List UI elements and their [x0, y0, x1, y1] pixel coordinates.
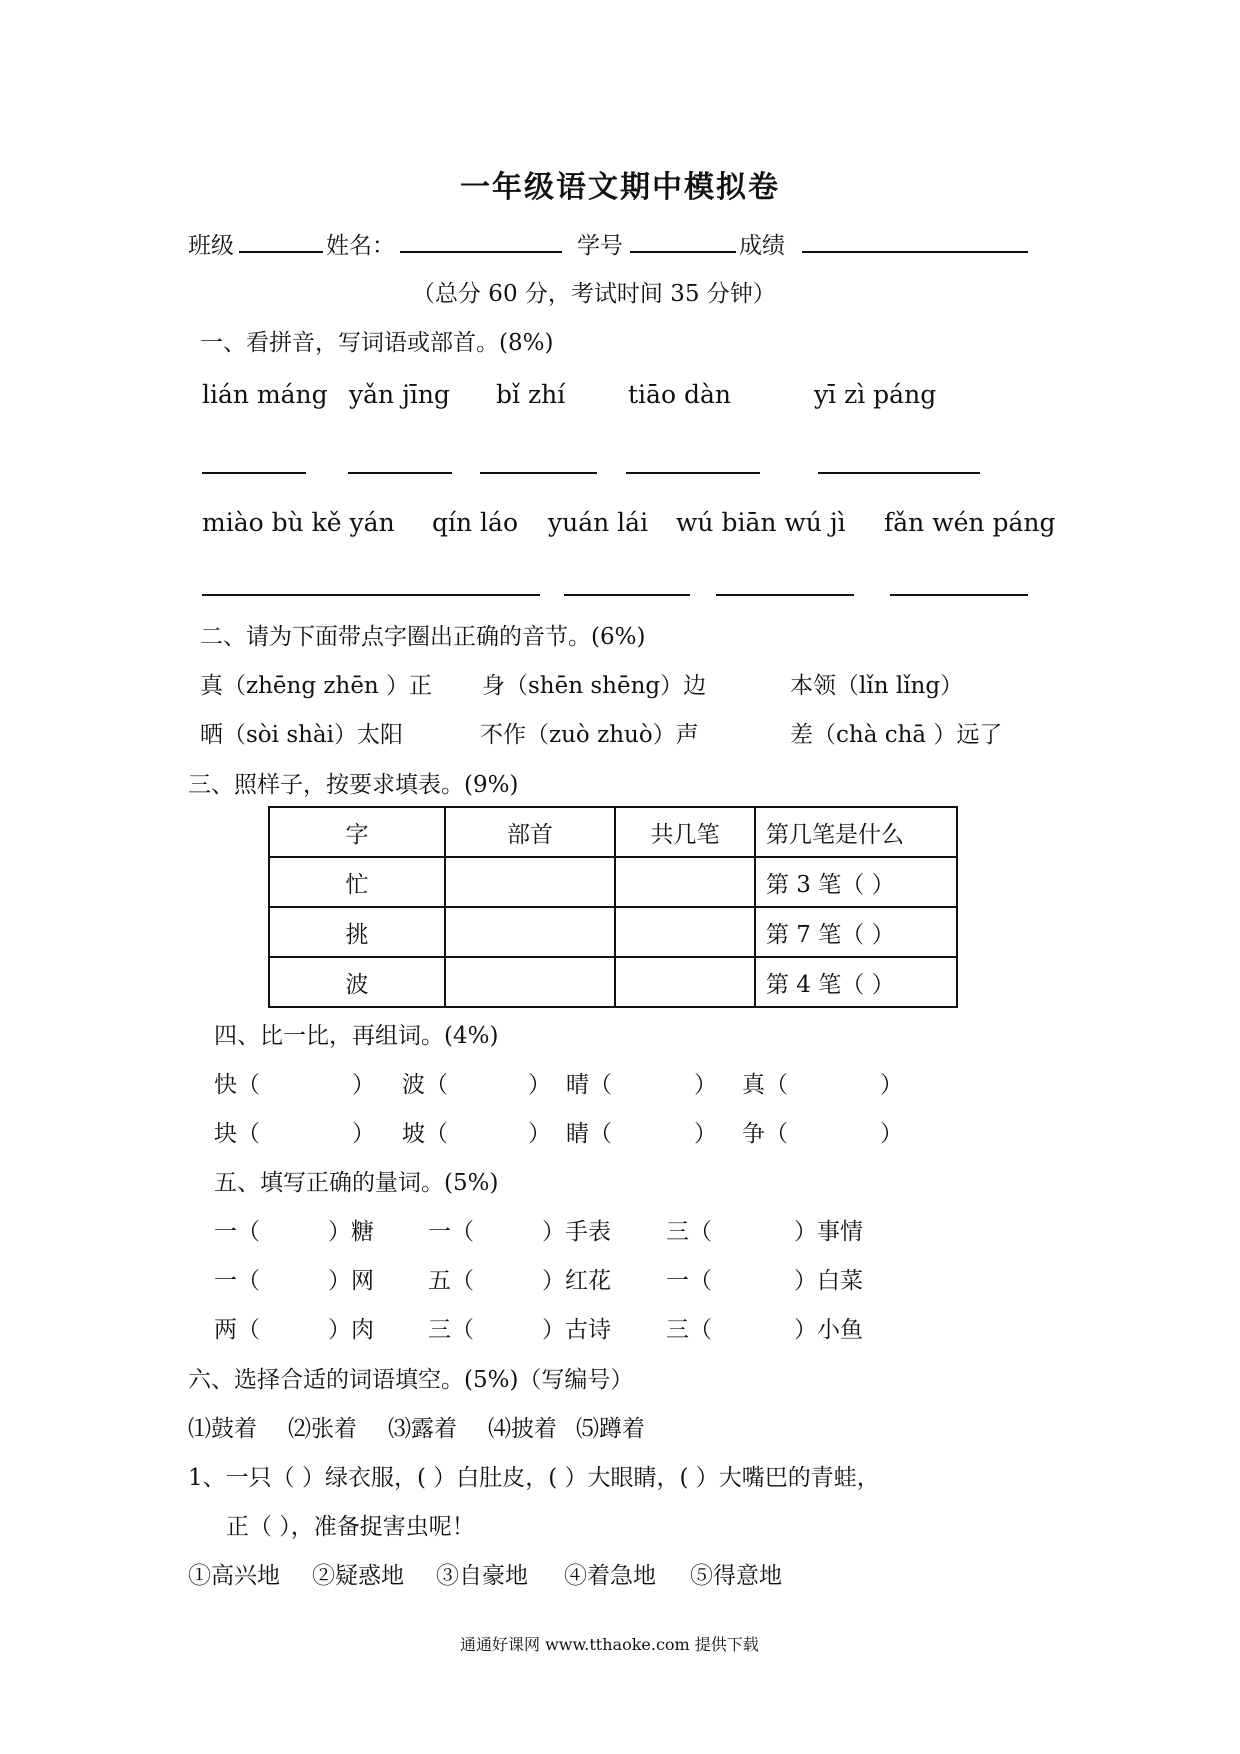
- fill-table: [268, 806, 958, 1008]
- table-cell-input[interactable]: [445, 957, 615, 1007]
- option-item: ②疑惑地: [312, 1563, 404, 1589]
- footer-credit: 通通好课网 www.tthaoke.com 提供下载: [460, 1635, 759, 1654]
- compare-item: ）: [352, 1121, 375, 1147]
- table-cell-input[interactable]: [615, 907, 755, 957]
- answer-blank[interactable]: [348, 472, 452, 474]
- pinyin-item: lián máng: [202, 380, 328, 409]
- answer-blank[interactable]: [890, 594, 1028, 596]
- pinyin-choice[interactable]: 真（zhēng zhēn ）正: [200, 673, 433, 699]
- option-item: ⑶露着: [388, 1416, 457, 1442]
- measure-item: ）肉: [328, 1317, 374, 1343]
- pinyin-item: qín láo: [432, 508, 518, 537]
- option-item: ③自豪地: [436, 1563, 528, 1589]
- pinyin-choice[interactable]: 晒（sòi shài）太阳: [200, 722, 404, 748]
- question-line: 1、一只（ ）绿衣服，( ）白肚皮，( ）大眼睛，( ）大嘴巴的青蛙，: [188, 1465, 880, 1491]
- option-item: ④着急地: [564, 1563, 656, 1589]
- pinyin-choice[interactable]: 本领（lǐn lǐng）: [790, 673, 964, 699]
- page-title: 一年级语文期中模拟卷: [460, 170, 780, 205]
- measure-item: 三（: [666, 1317, 712, 1343]
- compare-item: 坡（: [402, 1121, 448, 1147]
- option-item: ⑸蹲着: [576, 1416, 645, 1442]
- measure-item: 三（: [428, 1317, 474, 1343]
- pinyin-item: fǎn wén páng: [884, 508, 1056, 537]
- pinyin-choice[interactable]: 差（chà chā ）远了: [790, 722, 1003, 748]
- measure-item: ）古诗: [542, 1317, 611, 1343]
- answer-blank[interactable]: [202, 472, 306, 474]
- measure-item: 一（: [666, 1268, 712, 1294]
- table-header: 部首: [445, 807, 615, 857]
- compare-item: ）: [880, 1121, 903, 1147]
- compare-item: 晴（: [566, 1072, 612, 1098]
- table-cell-input[interactable]: [615, 957, 755, 1007]
- compare-item: ）: [880, 1072, 903, 1098]
- name-label: 姓名：: [326, 233, 395, 259]
- pinyin-item: miào bù kě yán: [202, 508, 395, 537]
- measure-item: ）事情: [794, 1219, 863, 1245]
- measure-item: 一（: [214, 1219, 260, 1245]
- table-cell-input[interactable]: [445, 857, 615, 907]
- compare-item: 争（: [742, 1121, 788, 1147]
- compare-item: 波（: [402, 1072, 448, 1098]
- measure-item: ）手表: [542, 1219, 611, 1245]
- section-4-heading: 四、比一比，再组词。(4%): [214, 1023, 499, 1049]
- table-header-row: [269, 807, 957, 857]
- section-1-heading: 一、看拼音，写词语或部首。(8%): [200, 330, 554, 356]
- measure-item: ）小鱼: [794, 1317, 863, 1343]
- table-cell-input[interactable]: [445, 907, 615, 957]
- student-id-blank[interactable]: [630, 251, 736, 253]
- measure-item: ）网: [328, 1268, 374, 1294]
- table-cell[interactable]: 第 7 笔（ ）: [755, 907, 957, 957]
- measure-item: 一（: [214, 1268, 260, 1294]
- compare-item: ）: [694, 1072, 717, 1098]
- answer-blank[interactable]: [480, 472, 597, 474]
- compare-item: ）: [694, 1121, 717, 1147]
- compare-item: 快（: [214, 1072, 260, 1098]
- table-header: 第几笔是什么: [755, 807, 957, 857]
- option-item: ⑴鼓着: [188, 1416, 257, 1442]
- pinyin-item: wú biān wú jì: [676, 508, 846, 537]
- option-item: ①高兴地: [188, 1563, 280, 1589]
- answer-blank[interactable]: [818, 472, 980, 474]
- table-cell[interactable]: 第 4 笔（ ）: [755, 957, 957, 1007]
- class-blank[interactable]: [239, 251, 323, 253]
- table-header: 字: [269, 807, 445, 857]
- answer-blank[interactable]: [564, 594, 690, 596]
- option-item: ⑵张着: [288, 1416, 357, 1442]
- section-3-heading: 三、照样子，按要求填表。(9%): [188, 772, 519, 798]
- table-cell: 忙: [269, 857, 445, 907]
- option-item: ⑷披着: [488, 1416, 557, 1442]
- pinyin-item: yuán lái: [548, 508, 649, 537]
- table-cell: 波: [269, 957, 445, 1007]
- section-2-heading: 二、请为下面带点字圈出正确的音节。(6%): [200, 624, 646, 650]
- pinyin-item: yī zì páng: [814, 380, 937, 409]
- answer-blank[interactable]: [716, 594, 854, 596]
- section-5-heading: 五、填写正确的量词。(5%): [214, 1170, 499, 1196]
- measure-item: ）红花: [542, 1268, 611, 1294]
- answer-blank[interactable]: [202, 594, 540, 596]
- table-row: [269, 907, 957, 957]
- table-row: [269, 957, 957, 1007]
- table-cell: 挑: [269, 907, 445, 957]
- class-label: 班级: [188, 233, 234, 259]
- measure-item: 一（: [428, 1219, 474, 1245]
- measure-item: ）白菜: [794, 1268, 863, 1294]
- question-line: 正（ ），准备捉害虫呢！: [226, 1514, 475, 1540]
- pinyin-choice[interactable]: 不作（zuò zhuò）声: [480, 722, 699, 748]
- score-blank[interactable]: [802, 251, 1028, 253]
- compare-item: 睛（: [566, 1121, 612, 1147]
- answer-blank[interactable]: [626, 472, 760, 474]
- pinyin-item: tiāo dàn: [628, 380, 731, 409]
- option-item: ⑤得意地: [690, 1563, 782, 1589]
- measure-item: 三（: [666, 1219, 712, 1245]
- compare-item: ）: [352, 1072, 375, 1098]
- measure-item: ）糖: [328, 1219, 374, 1245]
- compare-item: ）: [528, 1072, 551, 1098]
- table-cell-input[interactable]: [615, 857, 755, 907]
- score-label: 成绩: [739, 233, 785, 259]
- table-row: [269, 857, 957, 907]
- section-6-heading: 六、选择合适的词语填空。(5%)（写编号）: [188, 1367, 634, 1393]
- measure-item: 五（: [428, 1268, 474, 1294]
- compare-item: 真（: [742, 1072, 788, 1098]
- measure-item: 两（: [214, 1317, 260, 1343]
- exam-note: （总分 60 分，考试时间 35 分钟）: [412, 281, 776, 307]
- pinyin-item: yǎn jīng: [349, 380, 450, 409]
- compare-item: 块（: [214, 1121, 260, 1147]
- table-header: 共几笔: [615, 807, 755, 857]
- name-blank[interactable]: [400, 251, 562, 253]
- student-id-label: 学号: [577, 233, 623, 259]
- pinyin-choice[interactable]: 身（shēn shēng）边: [482, 673, 707, 699]
- compare-item: ）: [528, 1121, 551, 1147]
- table-cell[interactable]: 第 3 笔（ ）: [755, 857, 957, 907]
- pinyin-item: bǐ zhí: [496, 380, 566, 409]
